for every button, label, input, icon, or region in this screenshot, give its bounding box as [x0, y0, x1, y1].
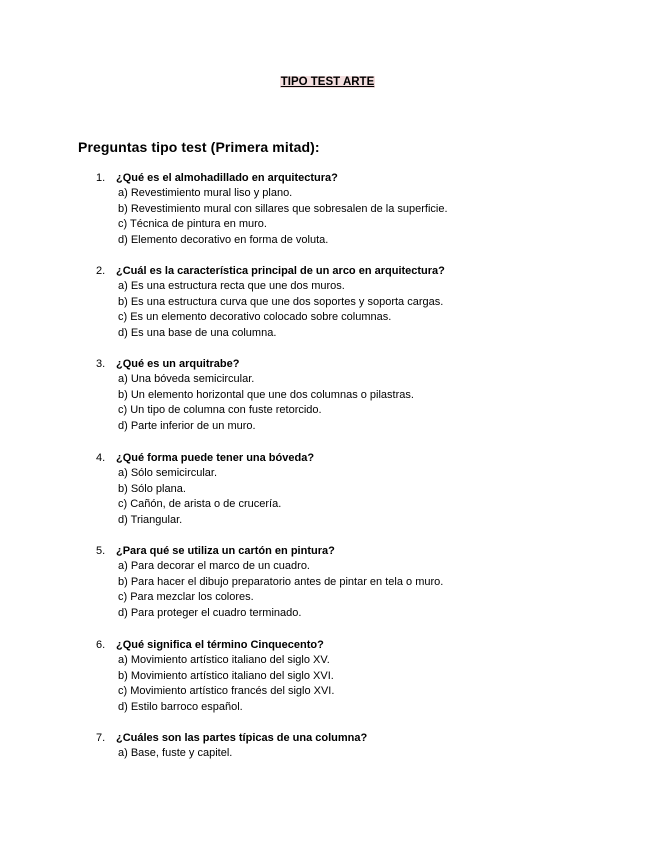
question-7	[96, 730, 616, 762]
option-c: c) Para mezclar los colores.	[118, 591, 254, 603]
section-heading: Preguntas tipo test (Primera mitad):	[78, 139, 320, 155]
option-b: b) Un elemento horizontal que une dos columnas o pilastras.	[118, 388, 414, 401]
option-b: b) Movimiento artístico italiano del siglo XVI.	[118, 669, 334, 682]
option-a: a) Es una estructura recta que une dos muros.	[118, 280, 345, 292]
option-b: b) Revestimiento mural con sillares que sobresalen de la superficie.	[118, 202, 448, 215]
question-text: ¿Qué significa el término Cinquecento?	[116, 639, 324, 651]
document-title: TIPO TEST ARTE	[280, 76, 375, 88]
option-d: d) Triangular.	[118, 513, 183, 526]
question-text: ¿Cuál es la característica principal de un arco en arquitectura?	[116, 265, 445, 277]
option-a: a) Movimiento artístico italiano del siglo XV.	[118, 654, 330, 666]
option-d: d) Parte inferior de un muro.	[118, 419, 256, 432]
option-a: a) Para decorar el marco de un cuadro.	[118, 560, 310, 572]
question-number: 1.	[96, 172, 106, 184]
question-4	[96, 450, 616, 528]
option-c: c) Movimiento artístico francés del siglo XVI.	[118, 685, 335, 697]
question-number: 5.	[96, 545, 106, 557]
question-text: ¿Cuáles son las partes típicas de una columna?	[116, 732, 368, 744]
option-b: b) Para hacer el dibujo preparatorio antes de pintar en tela o muro.	[118, 575, 444, 588]
question-6	[96, 637, 616, 715]
option-c: c) Un tipo de columna con fuste retorcido.	[118, 404, 322, 416]
question-number: 6.	[96, 639, 106, 651]
option-d: d) Elemento decorativo en forma de voluta.	[118, 233, 329, 246]
option-d: d) Es una base de una columna.	[118, 326, 277, 339]
question-number: 3.	[96, 358, 106, 370]
option-d: d) Estilo barroco español.	[118, 700, 243, 713]
question-number: 7.	[96, 732, 106, 744]
question-5	[96, 543, 616, 621]
option-a: a) Base, fuste y capitel.	[118, 747, 233, 759]
option-c: c) Es un elemento decorativo colocado sobre columnas.	[118, 311, 392, 323]
option-b: b) Es una estructura curva que une dos soportes y soporta cargas.	[118, 295, 444, 308]
question-2	[96, 263, 616, 341]
question-number: 2.	[96, 265, 106, 277]
question-text: ¿Qué es el almohadillado en arquitectura?	[116, 172, 338, 184]
option-b: b) Sólo plana.	[118, 482, 186, 495]
question-text: ¿Qué forma puede tener una bóveda?	[116, 452, 315, 464]
question-1	[96, 170, 616, 248]
option-a: a) Sólo semicircular.	[118, 467, 218, 479]
question-3	[96, 356, 616, 434]
option-a: a) Una bóveda semicircular.	[118, 373, 255, 385]
question-text: ¿Qué es un arquitrabe?	[116, 358, 240, 370]
question-text: ¿Para qué se utiliza un cartón en pintura?	[116, 545, 335, 557]
option-c: c) Técnica de pintura en muro.	[118, 218, 267, 230]
option-a: a) Revestimiento mural liso y plano.	[118, 187, 293, 199]
option-d: d) Para proteger el cuadro terminado.	[118, 606, 302, 619]
option-c: c) Cañón, de arista o de crucería.	[118, 498, 282, 510]
question-number: 4.	[96, 452, 106, 464]
